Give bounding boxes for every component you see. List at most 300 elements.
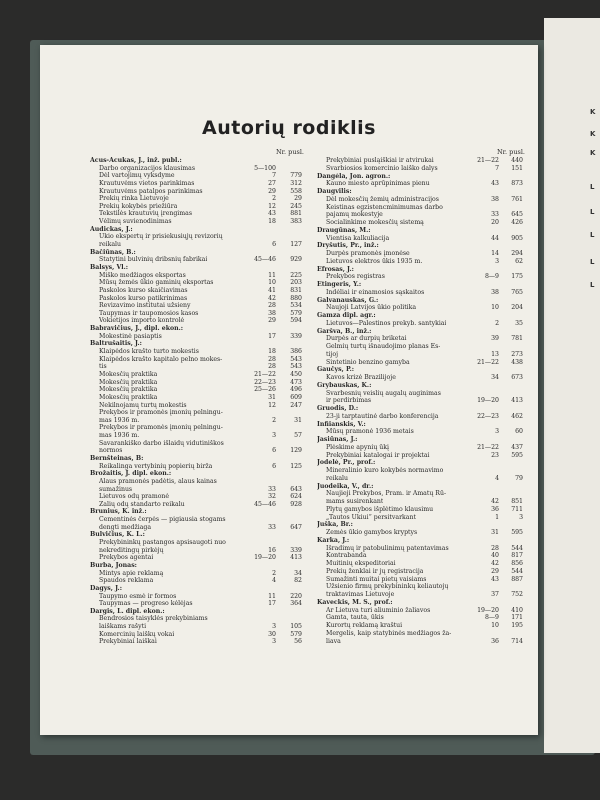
index-entry [90, 279, 306, 287]
author-name [317, 266, 527, 274]
article-title: Spaudos reklama [99, 577, 154, 585]
page-number: 204 [511, 304, 523, 312]
issue-number: 4 [495, 474, 499, 482]
issue-number: 3 [495, 257, 499, 265]
index-entry [90, 203, 306, 211]
index-entry [90, 554, 306, 562]
page-number: 831 [290, 286, 302, 294]
page-number: 881 [290, 210, 302, 218]
issue-number: 5—100 [254, 164, 276, 172]
issue-number: 29 [268, 187, 276, 195]
article-title: Dėl mokesčių žemių administracijos [326, 195, 439, 203]
page-number: 440 [511, 157, 523, 164]
page-number: 364 [290, 600, 302, 608]
author-name-text: Dagys, J.: [90, 584, 122, 592]
index-entry [317, 250, 527, 258]
column-header: Nr. pusl. [496, 148, 525, 156]
page-number: 711 [511, 505, 523, 513]
article-title: Svarbiosios komercinio laiško dalys [326, 164, 438, 172]
author-name-text: Juška, Br.: [317, 521, 353, 529]
author-name [317, 599, 527, 607]
article-title: Prekių rinka Lietuvoje [99, 195, 169, 203]
article-title: Gamta, tauta, ūkis [326, 614, 384, 622]
author-name [317, 227, 527, 235]
index-entry [90, 577, 306, 585]
author-name [90, 585, 306, 593]
index-entry [317, 258, 527, 266]
issue-number: 31 [491, 529, 499, 536]
page-number: 752 [511, 591, 523, 598]
index-entry [90, 363, 306, 371]
article-title: Mūsų pramonė 1936 metais [326, 428, 414, 436]
article-title: Krautuvėms vietos parinkimas [99, 179, 195, 187]
page-number: 203 [290, 279, 302, 287]
page-number: 383 [290, 218, 302, 226]
index-entry [317, 607, 527, 615]
article-title: Mūsų žemės ūkio gaminių eksportas [99, 279, 214, 287]
page-number: 60 [515, 428, 523, 436]
index-entry [317, 304, 527, 312]
index-entry [317, 506, 527, 514]
author-name-text: Balsys, Vl.: [90, 263, 129, 271]
page-number: 873 [511, 180, 523, 188]
issue-number: 43 [491, 575, 499, 583]
article-title: Taupymas — progreso kėlėjas [99, 600, 193, 608]
index-entry [90, 195, 306, 203]
index-entry [90, 547, 306, 555]
page-number: 856 [511, 560, 523, 567]
article-title: Lietuvos odų pramonė [99, 493, 170, 501]
author-name-text: Acus-Acukas, J., inž. publ.: [90, 157, 182, 164]
page-number: 595 [511, 529, 523, 536]
author-name [90, 608, 306, 616]
page-number: 534 [290, 302, 302, 310]
page-number: 220 [290, 592, 302, 600]
issue-number: 21—22 [477, 358, 499, 366]
article-title: Statytini bulvinių dribsnių fabrikai [99, 256, 208, 264]
author-name [317, 297, 527, 305]
issue-number: 36 [491, 637, 499, 645]
author-name [317, 366, 527, 374]
article-title: Mineralinio kuro kokybės normavimo [326, 467, 444, 474]
article-title: Lietuvos—Palestinos prekyb. santykiai [326, 319, 447, 327]
index-entry [317, 514, 527, 522]
author-name-text: Bačiūnas, B.: [90, 248, 136, 256]
issue-number: 6 [272, 447, 276, 455]
issue-number: 39 [491, 335, 499, 343]
issue-number: 3 [272, 432, 276, 440]
page-number: 887 [511, 575, 523, 583]
page-number: 56 [294, 638, 302, 646]
article-title: Prekybos registras [326, 273, 385, 281]
article-title: liava [326, 637, 341, 645]
issue-number: 25—26 [254, 386, 276, 394]
page-number: 245 [290, 202, 302, 210]
issue-number: 28 [491, 544, 499, 552]
author-name-text: Etingeris, Y.: [317, 281, 362, 288]
index-entry [317, 157, 527, 165]
index-entry [90, 317, 306, 325]
issue-number: 21—22 [477, 157, 499, 164]
author-name [317, 521, 527, 529]
article-title: Muitinių ekspeditoriai [326, 560, 396, 567]
index-entry [317, 428, 527, 436]
index-entry [317, 583, 527, 591]
article-title: Prekybininkų pastangos apsisaugoti nuo [99, 539, 226, 547]
issue-number: 38 [491, 195, 499, 203]
article-title: Mokestinė pasiaptis [99, 332, 162, 340]
index-entry [90, 516, 306, 524]
index-entry [90, 386, 306, 394]
article-title: Svarbesnių veislių augalų auginimas [326, 389, 441, 397]
page-number: 105 [290, 623, 302, 631]
author-name-text: Audickas, J.: [90, 225, 133, 233]
author-name-text: Brunius, K. inž.: [90, 508, 147, 516]
article-title: Kavos krizė Brazilijoje [326, 374, 396, 381]
page-number: 761 [511, 195, 523, 203]
article-title: Prekių kokybės priežiūra [99, 202, 178, 210]
index-entry [90, 180, 306, 188]
article-title: Prekybiniai laiškai [99, 638, 157, 646]
issue-number: 45—46 [254, 500, 276, 508]
page-number: 125 [290, 462, 302, 470]
article-title: Mokesčių praktika [99, 370, 158, 378]
adjacent-page-letter: L [590, 281, 595, 289]
index-entry [317, 413, 527, 421]
issue-number: 19—20 [254, 554, 276, 562]
issue-number: 33 [268, 523, 276, 531]
article-title: Paskolos kurso skaičiavimas [99, 286, 188, 294]
author-name-text: Efrosas, J.: [317, 265, 354, 273]
article-title: Miško medžiagos eksportas [99, 271, 186, 279]
article-title: Cementinės čerpės — pigiausia stogams [99, 516, 226, 524]
author-name-text: Kaveckis, M. S., prof.: [317, 598, 393, 606]
page-number: 129 [290, 447, 302, 455]
index-entry [317, 638, 527, 646]
article-title: Ūkio ekspertų ir prisiekusiųjų revizorių [99, 233, 223, 241]
index-entry [317, 591, 527, 599]
adjacent-page-letter: L [590, 183, 595, 191]
author-name-text: Garšva, B., inž.: [317, 327, 372, 335]
article-title: traktavimas Lietuvoje [326, 591, 395, 598]
author-name [90, 325, 306, 333]
page-number: 851 [511, 498, 523, 505]
index-entry [90, 409, 306, 417]
page-number: 171 [511, 614, 523, 622]
index-entry [317, 529, 527, 537]
article-title: „Tautos Ūkiui“ persitvarkant [326, 513, 416, 521]
article-title: Reikalinga vertybinių popierių birža [99, 462, 213, 470]
index-entry [90, 233, 306, 241]
page-number: 386 [290, 348, 302, 356]
index-entry [317, 180, 527, 188]
author-name-text: Juodeika, V., dr.: [317, 482, 374, 490]
index-entry [90, 478, 306, 486]
author-name [317, 421, 527, 429]
issue-number: 45—46 [254, 256, 276, 264]
index-entry [317, 444, 527, 452]
index-entry [317, 219, 527, 227]
author-name-text: Baltrušaitis, J.: [90, 340, 142, 348]
issue-number: 12 [268, 401, 276, 409]
index-entry [317, 390, 527, 398]
article-title: Socialinkime mokesčių sistemą [326, 219, 424, 226]
index-entry [317, 622, 527, 630]
index-entry [317, 289, 527, 297]
author-name-text: Gaučys, P.: [317, 366, 355, 374]
issue-number: 33 [491, 211, 499, 219]
index-entry [90, 493, 306, 501]
issue-number: 29 [491, 567, 499, 575]
author-name-text: Grybauskas, K.: [317, 381, 372, 389]
page-number: 543 [290, 355, 302, 363]
page-number: 273 [511, 350, 523, 358]
index-entry [90, 539, 306, 547]
page-number: 225 [290, 271, 302, 279]
author-name [317, 188, 527, 196]
index-entry [90, 417, 306, 425]
article-title: Savarankiško darbo išlaidų vidutiniškos [99, 439, 224, 447]
article-title: mas 1936 m. [99, 432, 140, 440]
article-title: Klaipėdos krašto kapitalo pelno mokes- [99, 355, 223, 363]
author-name-text: Bulvičius, K. L.: [90, 531, 145, 539]
issue-number: 34 [491, 374, 499, 381]
issue-number: 42 [491, 498, 499, 505]
page-number: 779 [290, 172, 302, 180]
issue-number: 12 [268, 202, 276, 210]
article-title: 23-ji tarptautinė darbo konferencija [326, 412, 439, 420]
article-title: Paskolos kurso patikrinimas [99, 294, 188, 302]
issue-number: 18 [268, 348, 276, 356]
index-entry [90, 486, 306, 494]
index-entry [90, 333, 306, 341]
page-number: 195 [511, 622, 523, 629]
issue-number: 28 [268, 355, 276, 363]
page-number: 579 [290, 309, 302, 317]
page-number: 151 [511, 164, 523, 172]
index-entry [90, 379, 306, 387]
article-title: Taupymas ir taupomosios kasos [99, 309, 199, 317]
article-title: Komercinių laiškų vokai [99, 630, 175, 638]
adjacent-page-letter: L [590, 208, 595, 216]
index-entry [90, 463, 306, 471]
issue-number: 7 [272, 172, 276, 180]
index-entry [317, 452, 527, 460]
issue-number: 16 [268, 546, 276, 554]
index-entry [90, 287, 306, 295]
article-title: Indėliai ir einamosios sąskaitos [326, 288, 425, 296]
issue-number: 19—20 [477, 606, 499, 614]
index-entry [90, 188, 306, 196]
index-column-left [90, 148, 306, 646]
issue-number: 22—23 [254, 378, 276, 386]
issue-number: 10 [268, 279, 276, 287]
index-entry [317, 552, 527, 560]
author-name-text: Karka, J.: [317, 536, 350, 544]
author-name-text: Brožaitis, J. dipl. ekon.: [90, 470, 172, 478]
article-title: Nekilnojamų turtų mokestis [99, 401, 187, 409]
page-number: 609 [290, 393, 302, 401]
index-entry [90, 210, 306, 218]
issue-number: 22—23 [477, 412, 499, 420]
issue-number: 29 [268, 317, 276, 325]
index-entry [90, 218, 306, 226]
article-title: Kauno miesto aprūpinimas pienu [326, 180, 430, 188]
index-entry [90, 524, 306, 532]
issue-number: 6 [272, 241, 276, 249]
page-number: 544 [511, 567, 523, 575]
article-title: mas 1936 m. [99, 416, 140, 424]
issue-number: 3 [272, 623, 276, 631]
issue-number: 7 [495, 164, 499, 172]
author-name [90, 470, 306, 478]
index-entry [90, 593, 306, 601]
issue-number: 38 [491, 288, 499, 296]
page-number: 450 [290, 370, 302, 378]
issue-number: 11 [268, 271, 276, 279]
index-entry [90, 600, 306, 608]
article-title: Žemės ūkio gamybos kryptys [326, 529, 418, 536]
page-number: 438 [511, 358, 523, 366]
index-entry [317, 475, 527, 483]
issue-number: 2 [272, 195, 276, 203]
article-title: dengti medžiaga [99, 523, 152, 531]
article-title: pajamų mokestyje [326, 211, 383, 219]
index-entry [317, 630, 527, 638]
article-title: Mokesčių praktika [99, 378, 158, 386]
index-entry [90, 432, 306, 440]
author-name [317, 328, 527, 336]
issue-number: 28 [268, 363, 276, 371]
issue-number: 28 [268, 302, 276, 310]
issue-number: 13 [491, 350, 499, 358]
issue-number: 10 [491, 304, 499, 312]
page-number: 339 [290, 546, 302, 554]
article-title: Plytų gamybos išplėtimo klausimu [326, 505, 434, 513]
author-name [317, 459, 527, 467]
index-entry [317, 320, 527, 328]
article-title: Prekių ženklai ir jų registracija [326, 567, 424, 575]
article-title: Klaipėdos krašto turto mokestis [99, 348, 199, 356]
index-entry [90, 402, 306, 410]
article-title: Sintetinio benzino gamyba [326, 358, 410, 366]
index-entry [90, 424, 306, 432]
document-page [40, 45, 538, 735]
author-name-text: Dargis, L. dipl. ekon.: [90, 607, 165, 615]
index-entry [317, 196, 527, 204]
issue-number: 17 [268, 600, 276, 608]
index-entry [317, 165, 527, 173]
page-number: 544 [511, 544, 523, 552]
index-entry [90, 615, 306, 623]
author-name [90, 226, 306, 234]
article-title: mams susirenkant [326, 498, 384, 505]
page-number: 57 [294, 432, 302, 440]
page-number: 312 [290, 179, 302, 187]
index-entry [317, 614, 527, 622]
index-entry [90, 272, 306, 280]
issue-number: 38 [268, 309, 276, 317]
page-number: 817 [511, 552, 523, 560]
index-entry [317, 235, 527, 243]
page-number: 647 [290, 523, 302, 531]
index-entry [317, 204, 527, 212]
page-title: Autorių rodiklis [202, 117, 376, 139]
index-entry [317, 490, 527, 498]
issue-number: 19—20 [477, 397, 499, 405]
page-number: 437 [511, 443, 523, 451]
article-title: Durpės pramonės įmonėse [326, 250, 410, 257]
index-entry [90, 310, 306, 318]
index-entry [90, 371, 306, 379]
page-number: 929 [290, 256, 302, 264]
issue-number: 40 [491, 552, 499, 560]
issue-number: 2 [272, 416, 276, 424]
author-name [317, 382, 527, 390]
index-entry [317, 545, 527, 553]
issue-number: 21—22 [477, 443, 499, 451]
issue-number: 33 [268, 485, 276, 493]
index-entry [317, 343, 527, 351]
issue-number: 10 [491, 622, 499, 629]
issue-number: 31 [268, 393, 276, 401]
article-title: laiškams rašyti [99, 623, 147, 631]
article-title: Plėskime apynių ūkį [326, 443, 389, 451]
page-number: 79 [515, 474, 523, 482]
issue-number: 2 [495, 319, 499, 327]
page-number: 645 [511, 211, 523, 219]
page-number: 543 [290, 363, 302, 371]
index-entry [90, 165, 306, 173]
article-title: Žalių odų standarto reikalu [99, 500, 185, 508]
issue-number: 30 [268, 630, 276, 638]
author-name [90, 340, 306, 348]
page-number: 496 [290, 386, 302, 394]
page-number: 781 [511, 335, 523, 343]
index-entry [317, 568, 527, 576]
article-title: Naujieji Prekybos, Pram. ir Amatų Rū- [326, 490, 447, 498]
article-title: normos [99, 447, 123, 455]
issue-number: 20 [491, 219, 499, 226]
article-title: nekreditingų pirkėjų [99, 546, 164, 554]
issue-number: 36 [491, 505, 499, 513]
page-number: 413 [511, 397, 523, 405]
author-name-text: Infiianskis, V.: [317, 420, 366, 428]
page-number: 82 [294, 577, 302, 585]
author-name-text: Dangėla, Jon. agron.: [317, 172, 391, 180]
index-entry [317, 467, 527, 475]
index-entry [90, 356, 306, 364]
author-name-text: Gruodis, D.: [317, 405, 359, 412]
article-title: Prekybiniai pusląiškiai ir atvirukai [326, 157, 434, 164]
column-header: Nr. pusl. [275, 148, 304, 156]
article-title: Keistinas egzistencminimumas darbo [326, 203, 443, 211]
article-title: Prekybiniai katalogai ir projektai [326, 451, 430, 459]
adjacent-page-letter: K [590, 149, 596, 157]
index-entry [90, 631, 306, 639]
author-name [317, 483, 527, 491]
index-entry [90, 447, 306, 455]
index-entry [90, 241, 306, 249]
article-title: sumažinus [99, 485, 133, 493]
index-entry [317, 397, 527, 405]
article-title: Durpės ar durpių briketai [326, 335, 407, 343]
page-number: 426 [511, 219, 523, 226]
author-name [317, 405, 527, 413]
article-title: Krautuvėms patalpos parinkimas [99, 187, 203, 195]
issue-number: 42 [268, 294, 276, 302]
issue-number: 42 [491, 560, 499, 567]
